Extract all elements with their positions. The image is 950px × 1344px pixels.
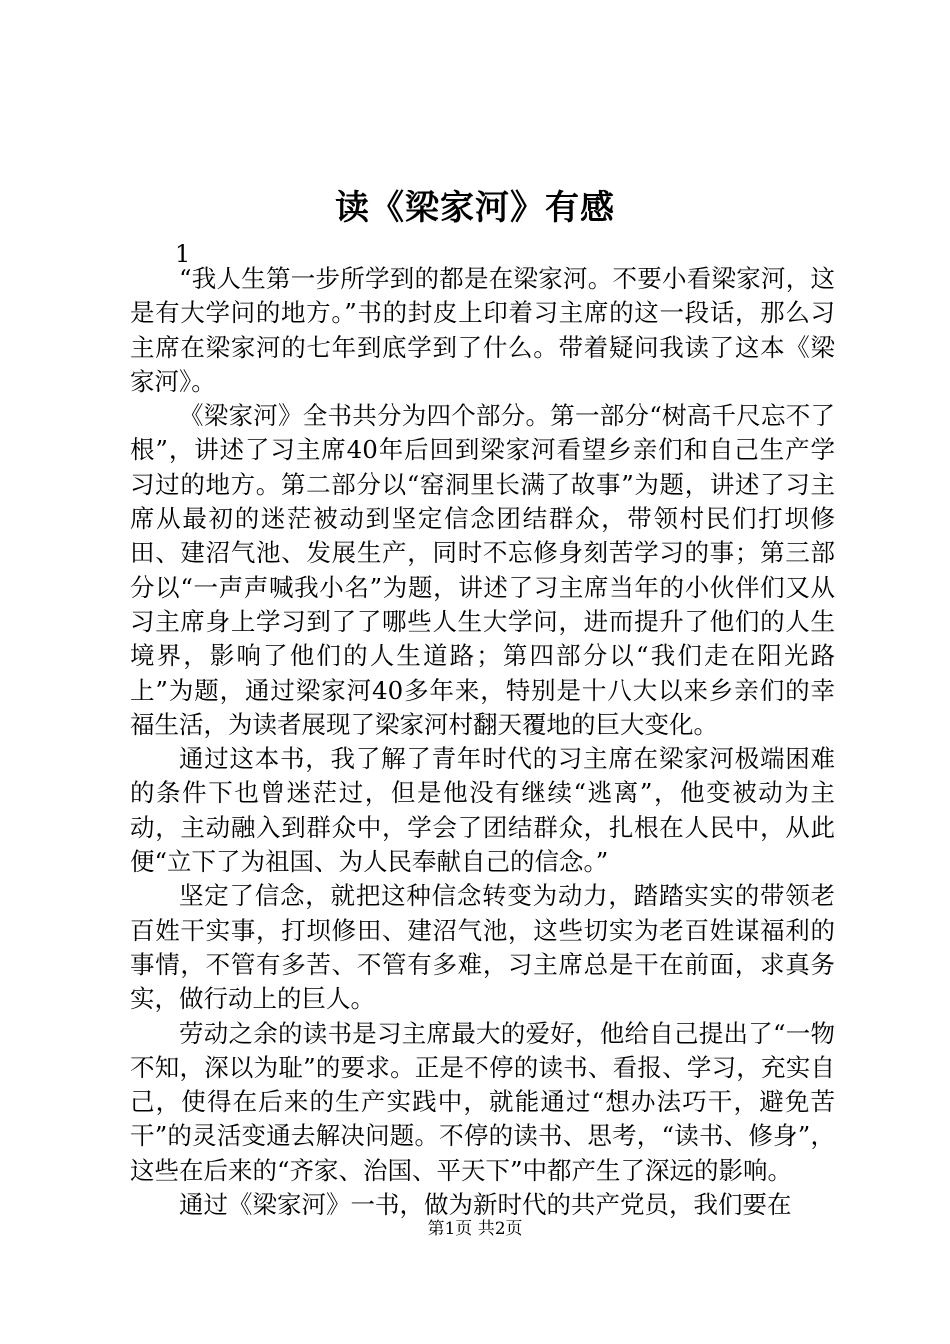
paragraph: “我人生第一步所学到的都是在梁家河。不要小看梁家河，这是有大学问的地方。”书的封皮上印着习主席的这一段话，那么习主席在梁家河的七年到底学到了什么。带着疑问我读了这本《梁家河》。 [130, 264, 835, 396]
paragraph: 通过《梁家河》一书，做为新时代的共产党员，我们要在 [179, 1190, 792, 1220]
document-body [130, 262, 835, 1222]
paragraph: 通过这本书，我了解了青年时代的习主席在梁家河极端困难的条件下也曾迷茫过，但是他没有继续“逃离”，他变被动为主动，主动融入到群众中，学会了团结群众，扎根在人民中，从此便“立下了为祖国、为人民奉献自己的信念。” [130, 744, 835, 877]
section-number: 1 [175, 240, 191, 268]
page-title: 读《梁家河》有感 [335, 188, 615, 228]
paragraph: 劳动之余的读书是习主席最大的爱好，他给自己提出了“一物不知，深以为耻”的要求。正是不停的读书、看报、学习，充实自己，使得在后来的生产实践中，就能通过“想办法巧干，避免苦干”的灵活变通去解决问题。不停的读书、思考，“读书、修身”，这些在后来的“齐家、治国、平天下”中都产生了深远的影响。 [130, 1018, 835, 1185]
paragraph: 坚定了信念，就把这种信念转变为动力，踏踏实实的带领老百姓干实事，打坝修田、建沼气池，这些切实为老百姓谋福利的事情，不管有多苦、不管有多难，习主席总是干在前面，求真务实，做行动上的巨人。 [130, 881, 835, 1014]
paragraph: 《梁家河》全书共分为四个部分。第一部分“树高千尺忘不了根”，讲述了习主席40年后回到梁家河看望乡亲们和自己生产学习过的地方。第二部分以“窑洞里长满了故事”为题，讲述了习主席从最初的迷茫被动到坚定信念团结群众，带领村民们打坝修田、建沼气池、发展生产，同时不忘修身刻苦学习的事；第三部分以“一声声喊我小名”为题，讲述了习主席当年的小伙伴们又从习主席身上学习到了了哪些人生大学问，进而提升了他们的人生境界，影响了他们的人生道路；第四部分以“我们走在阳光路上”为题，通过梁家河40多年来，特别是十八大以来乡亲们的幸福生活，为读者展现了梁家河村翻天覆地的巨大变化。 [130, 401, 835, 739]
page-footer: 第1页 共2页 [427, 1219, 523, 1239]
